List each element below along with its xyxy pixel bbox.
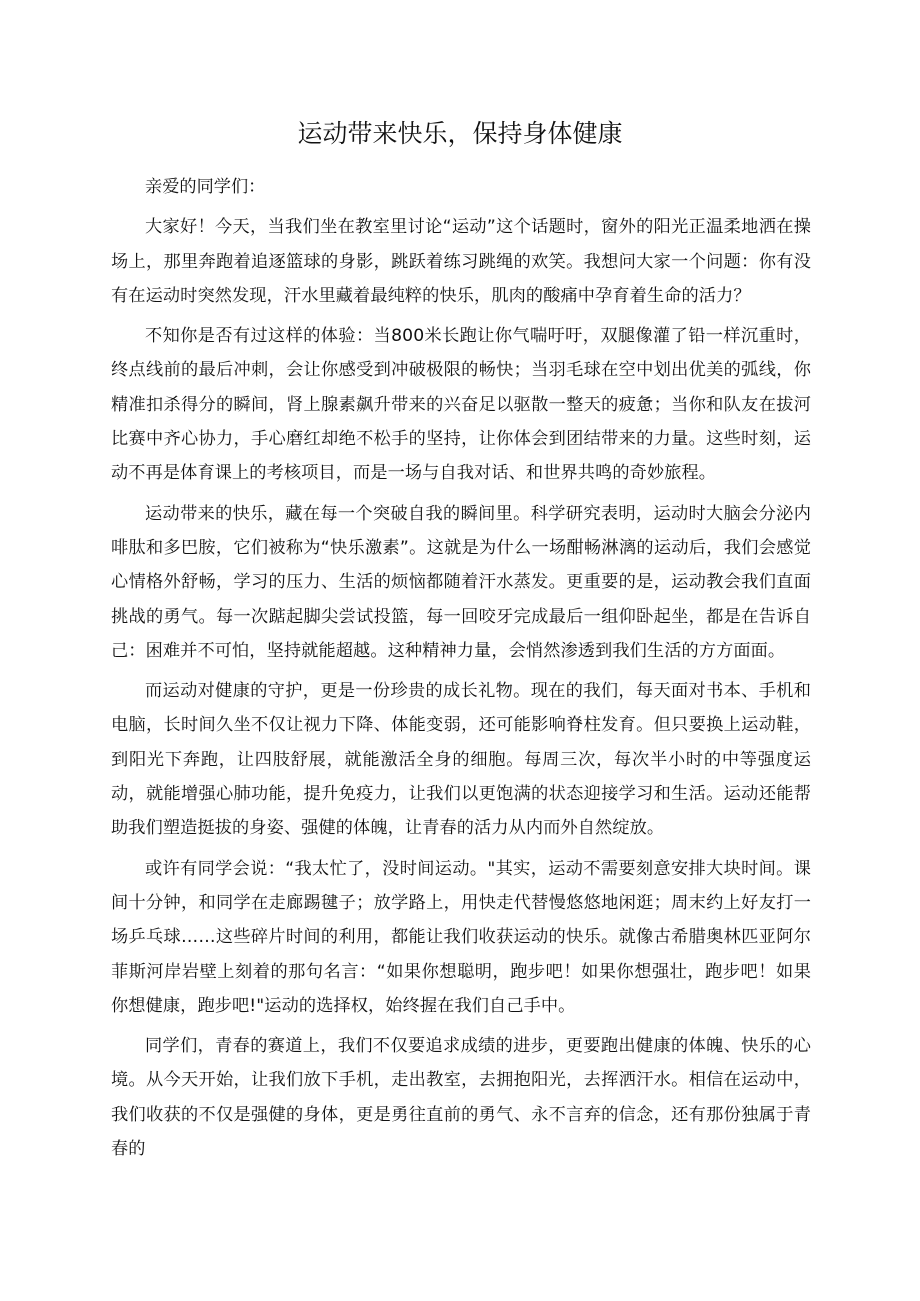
- greeting: 亲爱的同学们：: [145, 177, 266, 197]
- paragraph-6: 同学们，青春的赛道上，我们不仅要追求成绩的进步，更要跑出健康的体魄、快乐的心境。从今天开始，让我们放下手机，走出教室，去拥抱阳光，去挥洒汗水。相信在运动中，我们收获的不仅是强健的身体，更是勇往直前的勇气、永不言弃的信念，还有那份独属于青春的: [111, 1036, 811, 1160]
- paragraph-1: 大家好！今天，当我们坐在教室里讨论“运动”这个话题时，窗外的阳光正温柔地洒在操场上，那里奔跑着追逐篮球的身影，跳跃着练习跳绳的欢笑。我想问大家一个问题：你有没有在运动时突然发现，汗水里藏着最纯粹的快乐，肌肉的酸痛中孕育着生命的活力？: [111, 217, 811, 306]
- paragraph-4: 而运动对健康的守护，更是一份珍贵的成长礼物。现在的我们，每天面对书本、手机和电脑，长时间久坐不仅让视力下降、体能变弱，还可能影响脊柱发育。但只要换上运动鞋，到阳光下奔跑，让四肢舒展，就能激活全身的细胞。每周三次，每次半小时的中等强度运动，就能增强心肺功能，提升免疫力，让我们以更饱满的状态迎接学习和生活。运动还能帮助我们塑造挺拔的身姿、强健的体魄，让青春的活力从内而外自然绽放。: [111, 681, 811, 839]
- paragraph-3: 运动带来的快乐，藏在每一个突破自我的瞬间里。科学研究表明，运动时大脑会分泌内啡肽和多巴胺，它们被称为“快乐激素”。这就是为什么一场酣畅淋漓的运动后，我们会感觉心情格外舒畅，学习的压力、生活的烦恼都随着汗水蒸发。更重要的是，运动教会我们直面挑战的勇气。每一次踮起脚尖尝试投篮，每一回咬牙完成最后一组仰卧起坐，都是在告诉自己：困难并不可怕，坚持就能超越。这种精神力量，会悄然渗透到我们生活的方方面面。: [111, 503, 811, 661]
- paragraph-5: 或许有同学会说：“我太忙了，没时间运动。"其实，运动不需要刻意安排大块时间。课间十分钟，和同学在走廊踢毽子；放学路上，用快走代替慢悠悠地闲逛；周末约上好友打一场乒乓球……这些碎片时间的利用，都能让我们收获运动的快乐。就像古希腊奥林匹亚阿尔菲斯河岸岩壁上刻着的那句名言：“如果你想聪明，跑步吧！如果你想强壮，跑步吧！如果你想健康，跑步吧!"运动的选择权，始终握在我们自己手中。: [111, 858, 811, 1016]
- document-body: [111, 170, 811, 1172]
- document-title: 运动带来快乐，保持身体健康: [297, 119, 623, 148]
- paragraph-2: 不知你是否有过这样的体验：当800米长跑让你气喘吁吁，双腿像灌了铅一样沉重时，终点线前的最后冲刺，会让你感受到冲破极限的畅快；当羽毛球在空中划出优美的弧线，你精准扣杀得分的瞬间，肾上腺素飙升带来的兴奋足以驱散一整天的疲惫；当你和队友在拔河比赛中齐心协力，手心磨红却绝不松手的坚持，让你体会到团结带来的力量。这些时刻，运动不再是体育课上的考核项目，而是一场与自我对话、和世界共鸣的奇妙旅程。: [111, 326, 811, 484]
